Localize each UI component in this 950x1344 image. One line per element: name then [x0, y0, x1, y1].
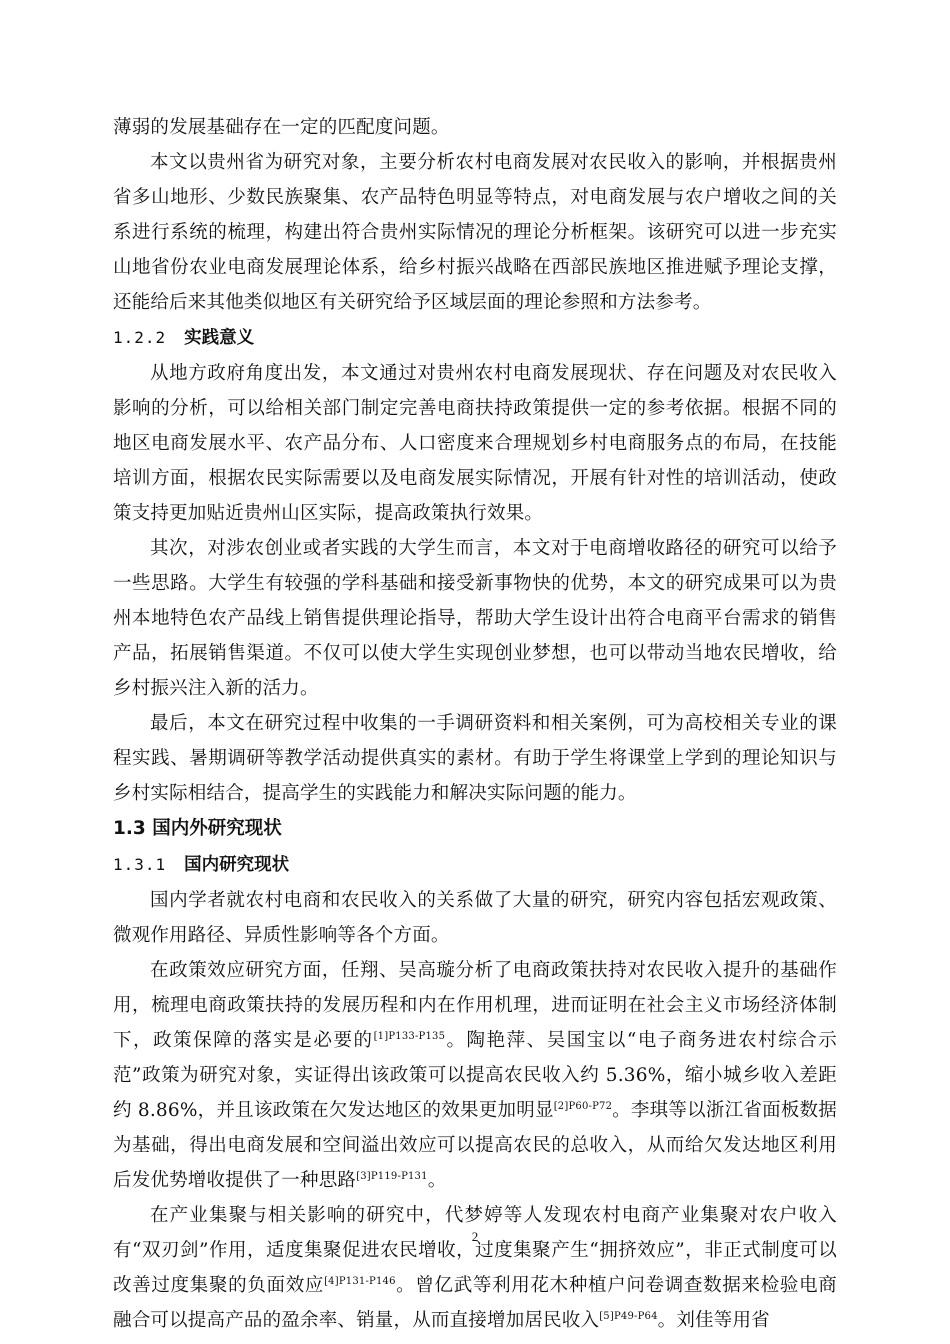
text-span: 。刘佳等用省 — [657, 1310, 770, 1331]
heading-number: 1.2.2 — [113, 328, 167, 347]
page-number: 2 — [471, 1229, 479, 1244]
heading-1-2-2 — [113, 320, 837, 356]
heading-title: 实践意义 — [184, 328, 255, 348]
citation: [4]P131-P146 — [324, 1275, 396, 1287]
text-span: 。曾亿武等利用花木种植户问卷调查数据来检验电商融合可以提高产品的盈余率、销量，从而直接增加居民收入 — [113, 1275, 837, 1331]
citation: [1]P133-P135 — [373, 1030, 446, 1042]
text-span: 。 — [427, 1170, 447, 1191]
heading-number: 1.3.1 — [113, 855, 167, 874]
paragraph-teaching: 最后，本文在研究过程中收集的一手调研资料和相关案例，可为高校相关专业的课程实践、暑期调研等教学活动提供真实的素材。有助于学生将课堂上学到的理论知识与乡村实际相结合，提高学生的实践能力和解决实际问题的能力。 — [113, 713, 837, 804]
citation: [5]P49-P64 — [599, 1310, 658, 1322]
text-span: 在产业集聚与相关影响的研究中，代梦婷等人发现农村电商产业集聚对农户收入有“双刃剑”作用，适度集聚促进农民增收，过度集聚产生“拥挤效应”，非正式制度可以改善过度集聚的负面效应 — [113, 1205, 837, 1296]
paragraph-government: 从地方政府角度出发，本文通过对贵州农村电商发展现状、存在问题及对农民收入影响的分析，可以给相关部门制定完善电商扶持政策提供一定的参考依据。根据不同的地区电商发展水平、农产品分布、人口密度来合理规划乡村电商服务点的布局，在技能培训方面，根据农民实际需要以及电商发展实际情况，开展有针对性的培训活动，使政策支持更加贴近贵州山区实际，提高政策执行效果。 — [113, 363, 837, 524]
paragraph-policy-effects — [113, 953, 837, 1198]
citation: [2]P60-P72 — [553, 1100, 613, 1112]
text-span: 。李琪等以浙江省面板数据为基础，得出电商发展和空间溢出效应可以提高农民的总收入，从而给欠发达地区利用后发优势增收提供了一种思路 — [113, 1100, 837, 1191]
text-span: 。陶艳萍、吴国宝以“电子商务进农村综合示范”政策为研究对象，实证得出该政策可以提高农民收入约 5.36%，缩小城乡收入差距约 8.86%，并且该政策在欠发达地区的效果更加明显 — [113, 1030, 837, 1121]
heading-1-3: 1.3 国内外研究现状 — [113, 818, 282, 839]
body-text — [113, 110, 837, 1338]
text-span: 在政策效应研究方面，任翔、吴高璇分析了电商政策扶持对农民收入提升的基础作用，梳理电商政策扶持的发展历程和内在作用机理，进而证明在社会主义市场经济体制下，政策保障的落实是必要的 — [113, 960, 837, 1051]
paragraph-theoretical-significance: 本文以贵州省为研究对象，主要分析农村电商发展对农民收入的影响，并根据贵州省多山地形、少数民族聚集、农产品特色明显等特点，对电商发展与农户增收之间的关系进行系统的梳理，构建出符合贵州实际情况的理论分析框架。该研究可以进一步充实山地省份农业电商发展理论体系，给乡村振兴战略在西部民族地区推进赋予理论支撑，还能给后来其他类似地区有关研究给予区域层面的理论参照和方法参考。 — [113, 152, 837, 313]
paragraph-continued: 薄弱的发展基础存在一定的匹配度问题。 — [113, 117, 450, 138]
heading-title: 国内研究现状 — [184, 855, 290, 875]
paragraph-industry-cluster — [113, 1198, 837, 1338]
paragraph-domestic-overview: 国内学者就农村电商和农民收入的关系做了大量的研究，研究内容包括宏观政策、微观作用路径、异质性影响等各个方面。 — [113, 890, 837, 946]
citation: [3]P119-P131 — [356, 1170, 428, 1182]
heading-1-3-1 — [113, 847, 837, 883]
paragraph-students: 其次，对涉农创业或者实践的大学生而言，本文对于电商增收路径的研究可以给予一些思路。大学生有较强的学科基础和接受新事物快的优势，本文的研究成果可以为贵州本地特色农产品线上销售提供理论指导，帮助大学生设计出符合电商平台需求的销售产品，拓展销售渠道。不仅可以使大学生实现创业梦想，也可以带动当地农民增收，给乡村振兴注入新的活力。 — [113, 538, 837, 699]
